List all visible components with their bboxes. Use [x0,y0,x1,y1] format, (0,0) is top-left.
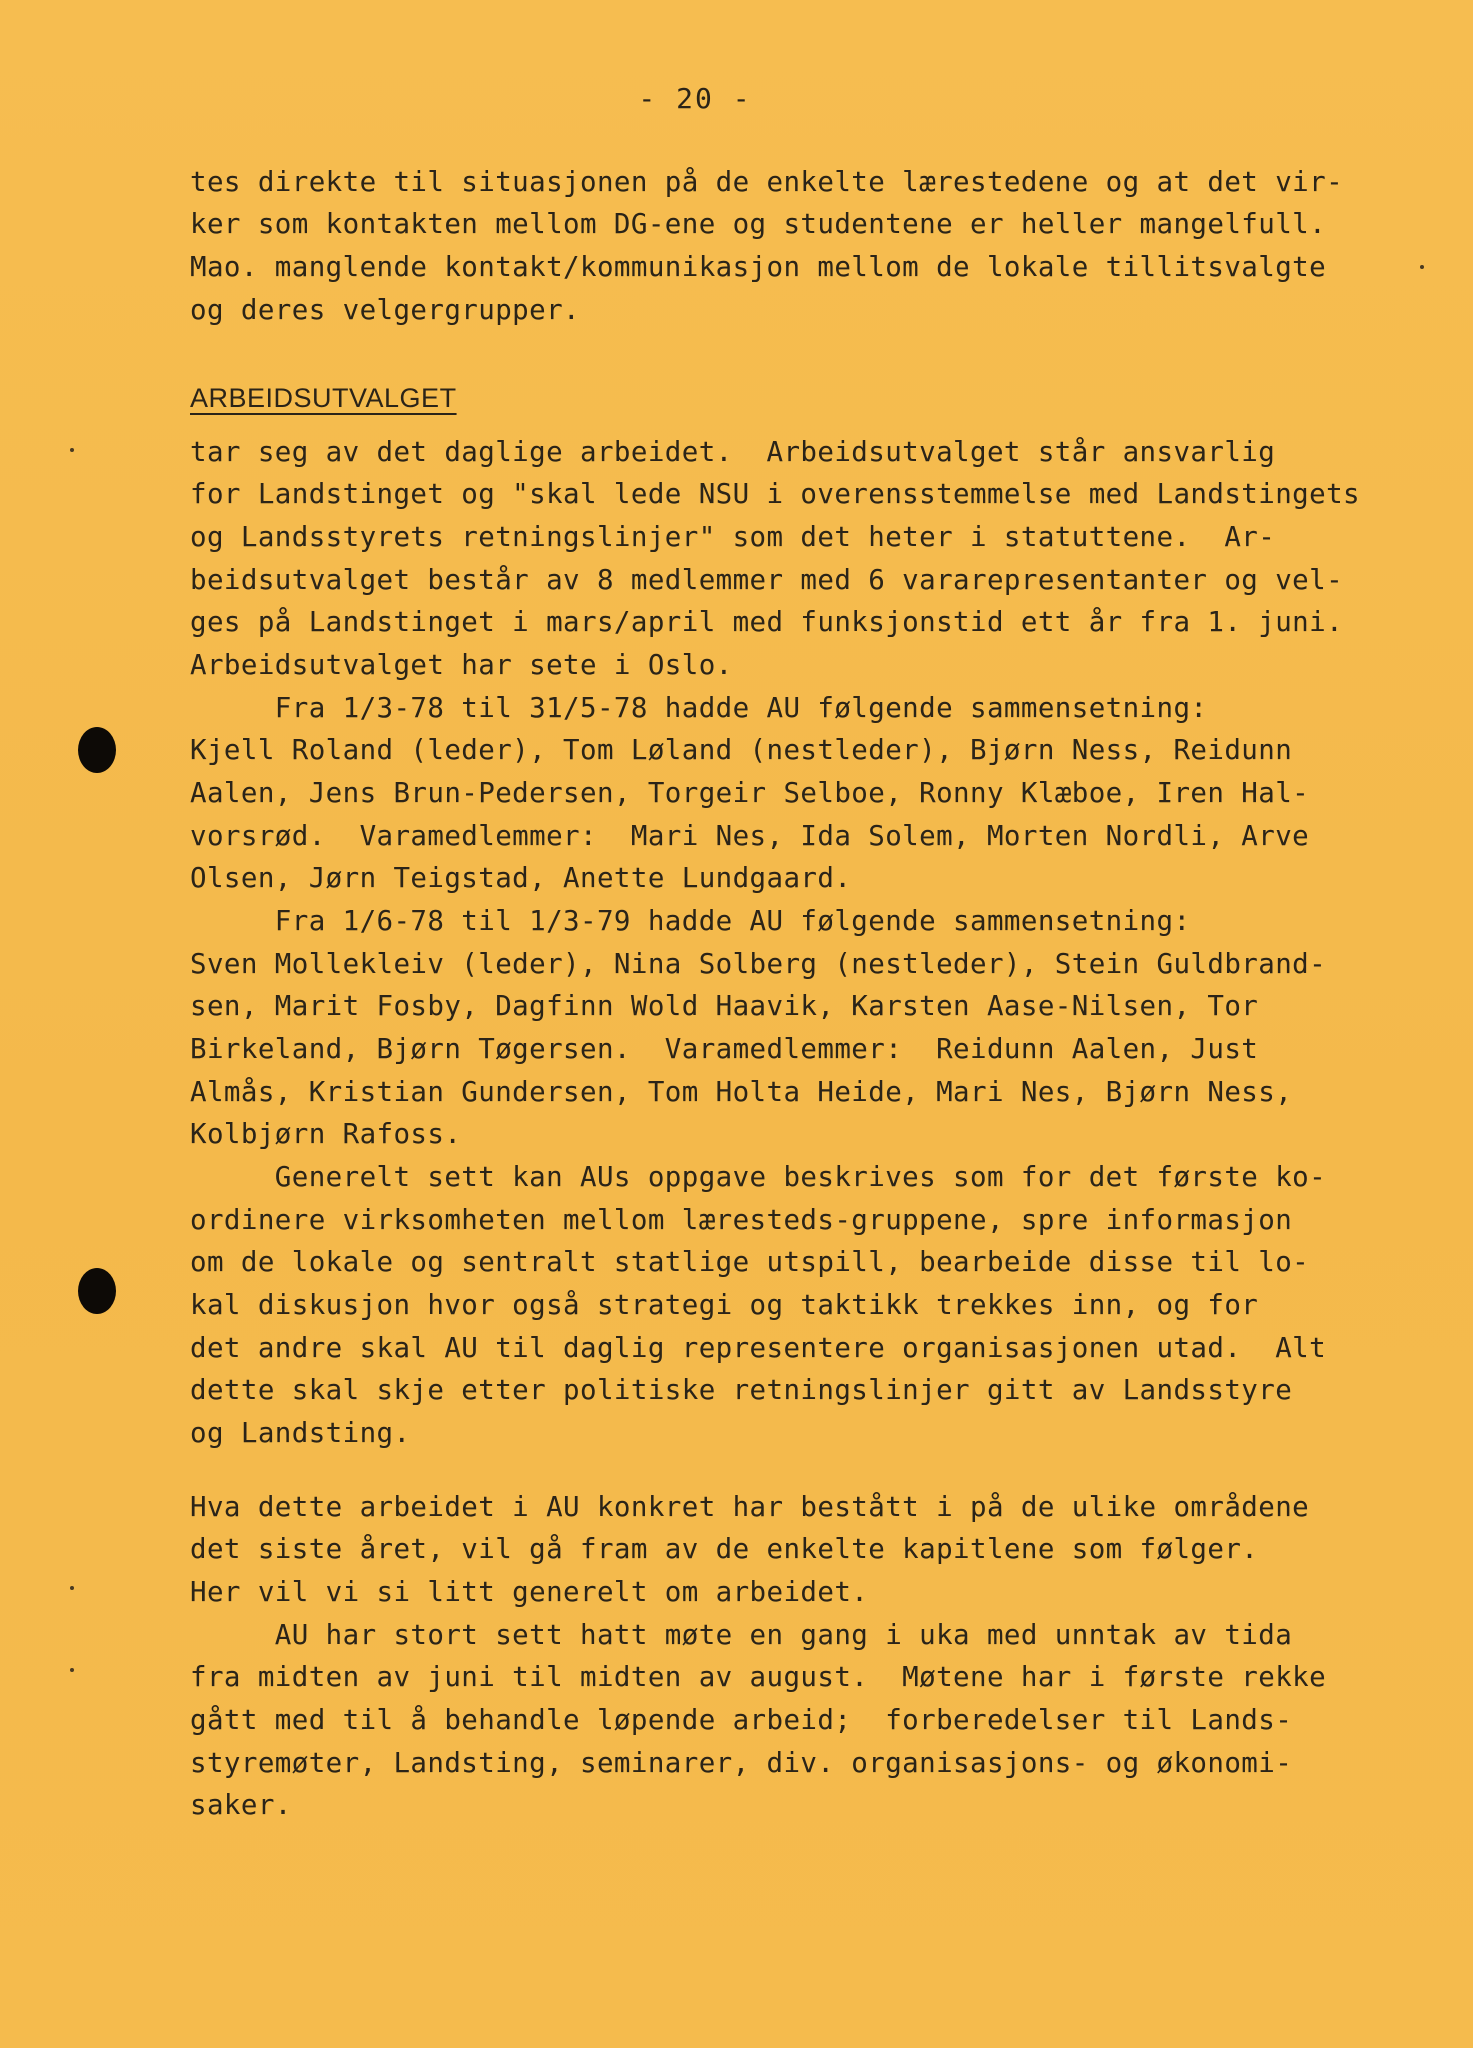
text-line: gått med til å behandle løpende arbeid; forberedelser til Lands- [190,1704,1293,1736]
scan-speck [70,1668,74,1672]
page-number: - 20 - [638,82,752,115]
text-line: fra midten av juni til midten av august. Møtene har i første rekke [190,1661,1327,1693]
text-line: Hva dette arbeidet i AU konkret har bestått i på de ulike områdene [190,1491,1310,1523]
text-line: om de lokale og sentralt statlige utspill, bearbeide disse til lo- [190,1246,1310,1278]
text-line: Mao. manglende kontakt/kommunikasjon mellom de lokale tillitsvalgte [190,251,1327,283]
text-line: og deres velgergrupper. [190,294,580,326]
text-line: Olsen, Jørn Teigstad, Anette Lundgaard. [190,862,852,894]
text-line: beidsutvalget består av 8 medlemmer med 6 vararepresentanter og vel- [190,564,1344,596]
punch-hole [78,727,116,773]
text-line: tar seg av det daglige arbeidet. Arbeidsutvalget står ansvarlig [190,436,1276,468]
text-line: ges på Landstinget i mars/april med funksjonstid ett år fra 1. juni. [190,606,1344,638]
text-line: saker. [190,1789,292,1821]
text-line: for Landstinget og "skal lede NSU i overensstemmelse med Landstingets [190,478,1360,510]
text-line: Birkeland, Bjørn Tøgersen. Varamedlemmer: Reidunn Aalen, Just [190,1033,1259,1065]
text-line: og Landsstyrets retningslinjer" som det heter i statuttene. Ar- [190,521,1276,553]
text-line: Her vil vi si litt generelt om arbeidet. [190,1576,869,1608]
text-line: tes direkte til situasjonen på de enkelte lærestedene og at det vir- [190,166,1344,198]
text-line: styremøter, Landsting, seminarer, div. organisasjons- og økonomi- [190,1747,1293,1779]
text-line: Sven Mollekleiv (leder), Nina Solberg (nestleder), Stein Guldbrand- [190,948,1327,980]
text-line: og Landsting. [190,1417,411,1449]
punch-hole [78,1268,116,1314]
section-heading: ARBEIDSUTVALGET [190,383,457,413]
text-line: ker som kontakten mellom DG-ene og studentene er heller mangelfull. [190,208,1327,240]
text-line: ordinere virksomheten mellom læresteds-gruppene, spre informasjon [190,1204,1293,1236]
text-line: AU har stort sett hatt møte en gang i uka med unntak av tida [190,1619,1293,1651]
text-line: Arbeidsutvalget har sete i Oslo. [190,649,733,681]
text-line: Fra 1/6-78 til 1/3-79 hadde AU følgende sammensetning: [190,905,1191,937]
text-line: Kjell Roland (leder), Tom Løland (nestleder), Bjørn Ness, Reidunn [190,734,1293,766]
text-line: sen, Marit Fosby, Dagfinn Wold Haavik, Karsten Aase-Nilsen, Tor [190,990,1259,1022]
text-line: Kolbjørn Rafoss. [190,1118,462,1150]
text-line: kal diskusjon hvor også strategi og taktikk trekkes inn, og for [190,1289,1259,1321]
text-line: det siste året, vil gå fram av de enkelte kapitlene som følger. [190,1533,1259,1565]
text-line: vorsrød. Varamedlemmer: Mari Nes, Ida Solem, Morten Nordli, Arve [190,820,1310,852]
text-line: Generelt sett kan AUs oppgave beskrives som for det første ko- [190,1161,1327,1193]
text-line: det andre skal AU til daglig representere organisasjonen utad. Alt [190,1332,1327,1364]
text-line: Fra 1/3-78 til 31/5-78 hadde AU følgende sammensetning: [190,692,1208,724]
text-line: Almås, Kristian Gundersen, Tom Holta Heide, Mari Nes, Bjørn Ness, [190,1076,1293,1108]
scan-speck [70,448,74,452]
scan-speck [70,1586,74,1590]
text-line: Aalen, Jens Brun-Pedersen, Torgeir Selboe, Ronny Klæboe, Iren Hal- [190,777,1310,809]
scan-speck [1420,265,1424,269]
text-line: dette skal skje etter politiske retningslinjer gitt av Landsstyre [190,1374,1293,1406]
